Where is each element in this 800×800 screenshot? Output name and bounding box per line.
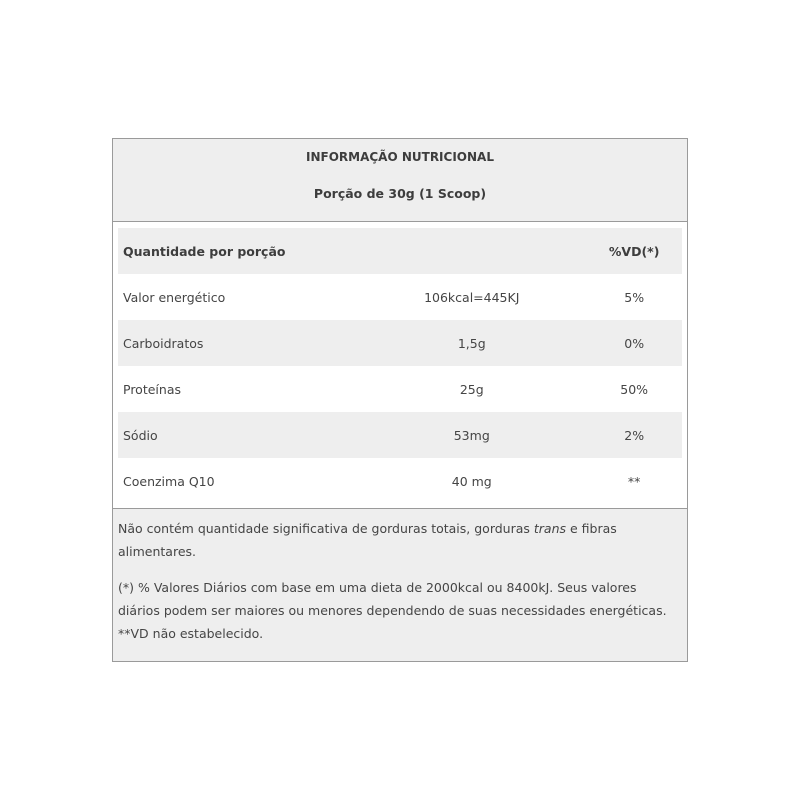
nutrient-vd: 50% [620,381,649,397]
footnote-italic-term: trans [533,521,567,536]
nutrient-name: Valor energético [123,289,226,305]
footnotes [113,509,687,645]
column-header-vd: %VD(*) [608,243,660,259]
table-row [118,366,682,412]
portion-size: Porção de 30g (1 Scoop) [313,186,487,201]
footnote-trans-fats [118,517,681,563]
nutrient-vd: 2% [624,427,645,443]
nutrient-vd: 0% [624,335,645,351]
nutrition-table [113,222,687,509]
nutrient-amount: 25g [459,381,484,397]
nutrient-vd: ** [627,473,641,489]
footnote-text: Não contém quantidade significativa de gorduras totais, gorduras [118,521,534,536]
nutrient-amount: 53mg [453,427,490,443]
nutrition-facts-panel [112,138,688,662]
nutrient-amount: 40 mg [451,473,492,489]
nutrient-name: Proteínas [123,381,181,397]
nutrient-name: Sódio [123,427,158,443]
column-header-name: Quantidade por porção [123,243,286,259]
table-row [118,412,682,458]
table-row [118,274,682,320]
table-row [118,320,682,366]
footnote-daily-values: (*) % Valores Diários com base em uma dieta de 2000kcal ou 8400kJ. Seus valores diários podem ser maiores ou menores dependendo de suas necessidades energéticas. **VD não estabelecido. [118,580,667,641]
nutrient-amount: 1,5g [457,335,486,351]
nutrition-title: INFORMAÇÃO NUTRICIONAL [306,150,494,164]
footnote-text: e fibras alimentares. [118,521,617,559]
table-row [118,458,682,504]
nutrient-amount: 106kcal=445KJ [424,289,520,305]
table-header-row [118,228,682,274]
nutrient-name: Carboidratos [123,335,204,351]
nutrient-name: Coenzima Q10 [123,473,215,489]
nutrient-vd: 5% [624,289,645,305]
nutrition-header [113,139,687,222]
